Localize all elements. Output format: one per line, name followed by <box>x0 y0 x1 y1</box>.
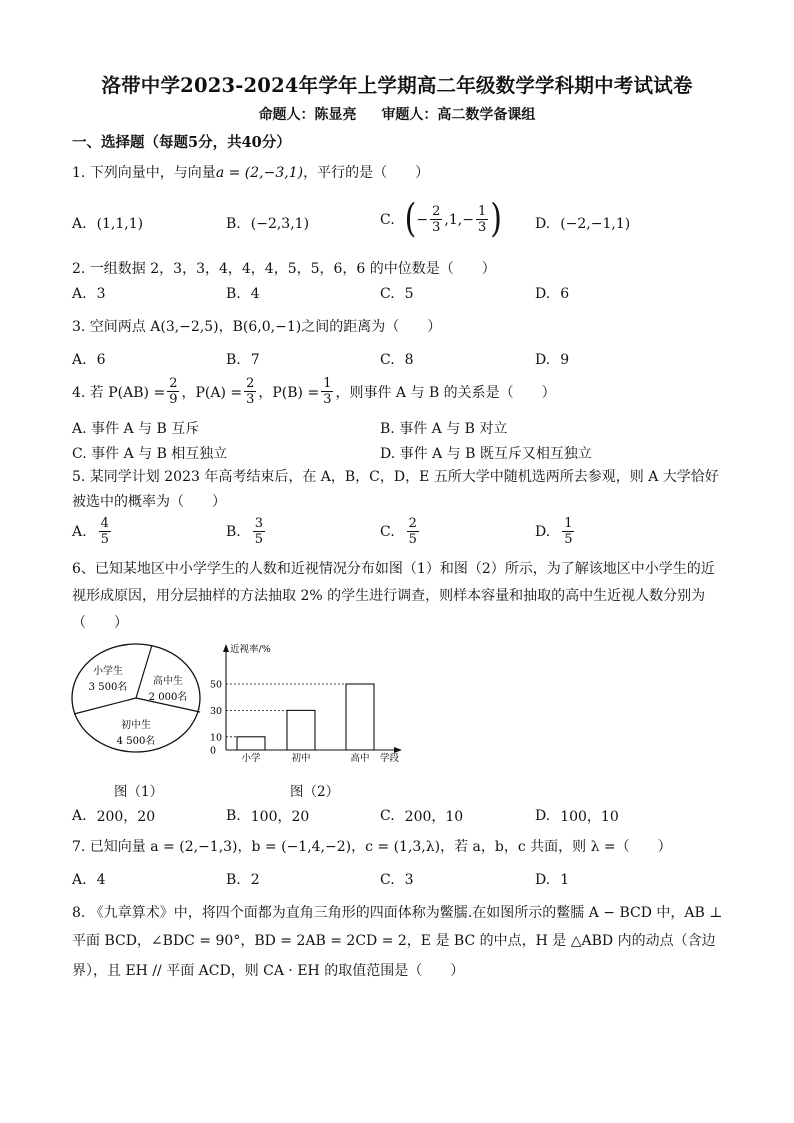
option-letter: B. <box>226 352 241 368</box>
y-tick-label: 10 <box>210 732 223 744</box>
question-5: 5. 某同学计划 2023 年高考结束后，在 A，B，C，D，E 五所大学中随机选两所去参观，则 A 大学恰好被选中的概率为（ ） <box>72 469 719 510</box>
option-text: 4 <box>250 286 260 302</box>
reviewer: 审题人：高二数学备课组 <box>381 107 536 123</box>
option-text: ,1,− <box>444 211 474 228</box>
q4-option-d[interactable]: D. 事件 A 与 B 既互斥又相互独立 <box>380 446 592 462</box>
paren-left: ( <box>404 196 417 242</box>
q5-option-a[interactable] <box>72 516 113 547</box>
question-8-line-2: 平面 BCD，∠BDC = 90°，BD = 2AB = 2CD = 2，E 是 BC 的中点，H 是 △ABD 内的动点（含边 <box>72 933 716 949</box>
numerator: 1 <box>477 204 487 219</box>
pie-divider <box>74 698 136 714</box>
q6-option-b[interactable] <box>226 806 309 826</box>
q6-option-c[interactable] <box>380 806 463 826</box>
fraction <box>99 516 111 547</box>
q1-option-d[interactable] <box>535 216 630 232</box>
pie-count-primary: 3 500名 <box>88 682 128 693</box>
option-letter: C. <box>380 286 395 302</box>
section-heading: 一、选择题（每题5分，共40分） <box>72 134 291 151</box>
q7-option-d[interactable] <box>535 872 569 888</box>
pie-divider <box>136 645 152 698</box>
option-text: 3 <box>96 286 106 302</box>
fraction <box>244 376 256 407</box>
q4-text: ，P(B) = <box>258 384 320 401</box>
bar <box>287 710 315 750</box>
author-line <box>0 104 794 124</box>
option-letter: A. <box>72 216 87 232</box>
denominator: 5 <box>408 532 417 547</box>
figure-2-caption: 图（2） <box>290 784 340 800</box>
fraction <box>476 204 488 235</box>
paren-right: ) <box>490 196 502 242</box>
pie-label-primary: 小学生 <box>93 666 123 677</box>
pie-count-high: 2 000名 <box>148 692 188 703</box>
option-text: 6 <box>96 352 106 368</box>
bar <box>237 737 265 750</box>
numerator: 1 <box>564 516 573 531</box>
page-title: 洛带中学2023-2024年学年上学期高二年级数学学科期中考试试卷 <box>101 74 693 97</box>
x-axis-label: 学段 <box>380 753 400 764</box>
option-letter: C. <box>380 211 395 228</box>
option-text: 100，10 <box>560 809 619 825</box>
option-letter: A. <box>72 352 87 368</box>
option-letter: B. <box>226 872 241 888</box>
denominator: 3 <box>323 392 332 407</box>
q1-stem: 1. 下列向量中，与向量 <box>72 165 216 181</box>
option-text: 3 <box>404 872 414 888</box>
option-letter: C. <box>380 523 395 540</box>
option-letter: C. <box>380 352 395 368</box>
option-letter: A. <box>72 808 87 824</box>
q5-option-c[interactable] <box>380 516 421 547</box>
q4-option-a[interactable]: A. 事件 A 与 B 互斥 <box>72 421 200 437</box>
question-6: 6、已知某地区中小学学生的人数和近视情况分布如图（1）和图（2）所示，为了解该地区中小学生的近视形成原因，用分层抽样的方法抽取 2% 的学生进行调查，则样本容量和抽取的高中生近视人数分别为（ ） <box>72 561 715 631</box>
option-text: 200，20 <box>96 809 156 825</box>
denominator: 5 <box>254 532 264 547</box>
option-text: 6 <box>560 286 570 302</box>
option-text: 9 <box>560 352 570 368</box>
option-text: 8 <box>404 352 414 368</box>
numerator: 1 <box>323 376 332 391</box>
option-letter: A. <box>72 286 87 302</box>
option-letter: D. <box>535 523 551 540</box>
q2-option-b[interactable] <box>226 286 260 302</box>
q2-option-a[interactable] <box>72 286 105 302</box>
option-letter: B. <box>226 286 241 302</box>
option-text: 1 <box>560 872 570 888</box>
denominator: 3 <box>477 220 487 235</box>
q4-text: ，P(A) = <box>181 384 243 401</box>
y-axis-arrow <box>223 644 229 652</box>
fraction <box>407 516 419 547</box>
option-text: 100，20 <box>250 809 310 825</box>
option-letter: C. <box>380 872 395 888</box>
question-7: 7. 已知向量 a = (2,−1,3)，b = (−1,4,−2)，c = (1,3,λ)，若 a，b，c 共面，则 λ =（ ） <box>72 839 672 855</box>
question-8-line-3: 界），且 EH // 平面 ACD，则 CA · EH 的取值范围是（ ） <box>72 963 465 979</box>
q7-option-c[interactable] <box>380 872 414 888</box>
x-tick-label: 小学 <box>241 753 261 764</box>
fraction <box>253 516 265 547</box>
option-letter: D. <box>535 352 551 368</box>
bar <box>346 684 374 750</box>
x-tick-label: 初中 <box>291 753 311 764</box>
pie-chart <box>70 642 202 754</box>
y-tick-label: 30 <box>210 705 223 717</box>
option-letter: B. <box>226 216 241 232</box>
q3-option-a[interactable] <box>72 352 105 368</box>
q2-option-d[interactable] <box>535 286 569 302</box>
q4-text: 4. 若 P(AB) = <box>72 384 166 401</box>
pie-label-high: 高中生 <box>153 676 183 687</box>
option-letter: B. <box>226 808 241 824</box>
q4-text: ，则事件 A 与 B 的关系是（ ） <box>335 384 556 401</box>
pie-label-middle: 初中生 <box>121 720 151 731</box>
question-2: 2. 一组数据 2，3，3，4，4，4，5，5，6，6 的中位数是（ ） <box>72 261 496 277</box>
option-text: 2 <box>250 872 260 888</box>
y-axis-label: 近视率/% <box>230 644 271 655</box>
q6-option-a[interactable] <box>72 806 155 826</box>
q7-option-a[interactable] <box>72 872 105 888</box>
x-tick-label: 高中 <box>350 753 370 764</box>
denominator: 5 <box>100 532 109 547</box>
fraction <box>430 204 442 235</box>
fraction <box>167 376 179 407</box>
q2-option-c[interactable] <box>380 286 414 302</box>
numerator: 4 <box>100 516 109 531</box>
q1-vector: a = (2,−3,1) <box>215 165 304 181</box>
option-text: (−2,−1,1) <box>560 216 631 232</box>
q1-option-b[interactable] <box>226 216 309 232</box>
option-letter: A. <box>72 523 87 540</box>
q3-option-d[interactable] <box>535 352 569 368</box>
option-letter: B. <box>226 523 241 540</box>
denominator: 3 <box>432 220 441 235</box>
figure-1-caption: 图（1） <box>114 784 164 800</box>
question-1 <box>72 160 429 186</box>
numerator: 2 <box>246 376 255 391</box>
denominator: 9 <box>169 392 178 407</box>
option-letter: D. <box>535 872 551 888</box>
y-tick-label: 0 <box>210 745 217 757</box>
q7-option-b[interactable] <box>226 872 260 888</box>
option-letter: D. <box>535 216 551 232</box>
q5-option-b[interactable] <box>226 516 267 547</box>
fraction <box>321 376 333 407</box>
option-text: 7 <box>250 352 260 368</box>
fraction <box>562 516 574 547</box>
numerator: 2 <box>169 376 178 391</box>
q4-option-b[interactable]: B. 事件 A 与 B 对立 <box>380 421 508 437</box>
option-letter: C. <box>380 808 395 824</box>
question-3: 3. 空间两点 A(3,−2,5)，B(6,0,−1)之间的距离为（ ） <box>72 319 442 335</box>
bar-chart <box>200 640 410 768</box>
option-text: (−2,3,1) <box>250 216 310 232</box>
q3-option-c[interactable] <box>380 352 414 368</box>
numerator: 2 <box>432 204 441 219</box>
q1-option-a[interactable] <box>72 216 143 232</box>
option-letter: A. <box>72 872 87 888</box>
pie-count-middle: 4 500名 <box>116 736 156 747</box>
denominator: 5 <box>564 532 573 547</box>
q1-option-c[interactable] <box>380 196 502 242</box>
option-letter: D. <box>535 808 551 824</box>
option-text: 5 <box>404 286 414 302</box>
option-letter: D. <box>535 286 551 302</box>
question-4 <box>72 376 556 407</box>
option-text: 200，10 <box>404 809 464 825</box>
q4-option-c[interactable]: C. 事件 A 与 B 相互独立 <box>72 446 228 462</box>
q6-option-d[interactable] <box>535 806 619 826</box>
q5-option-d[interactable] <box>535 516 576 547</box>
option-text: 4 <box>96 872 106 888</box>
option-text: (1,1,1) <box>96 216 144 232</box>
option-text: − <box>416 211 429 228</box>
numerator: 2 <box>408 516 417 531</box>
numerator: 3 <box>254 516 264 531</box>
y-tick-label: 50 <box>210 679 223 691</box>
q1-stem-end: ，平行的是（ ） <box>303 165 430 181</box>
denominator: 3 <box>246 392 255 407</box>
author: 命题人：陈显亮 <box>258 107 357 123</box>
question-8-line-1: 8. 《九章算术》中，将四个面都为直角三角形的四面体称为鳖臑.在如图所示的鳖臑 A − BCD 中，AB ⊥ <box>72 905 723 921</box>
q3-option-b[interactable] <box>226 352 260 368</box>
